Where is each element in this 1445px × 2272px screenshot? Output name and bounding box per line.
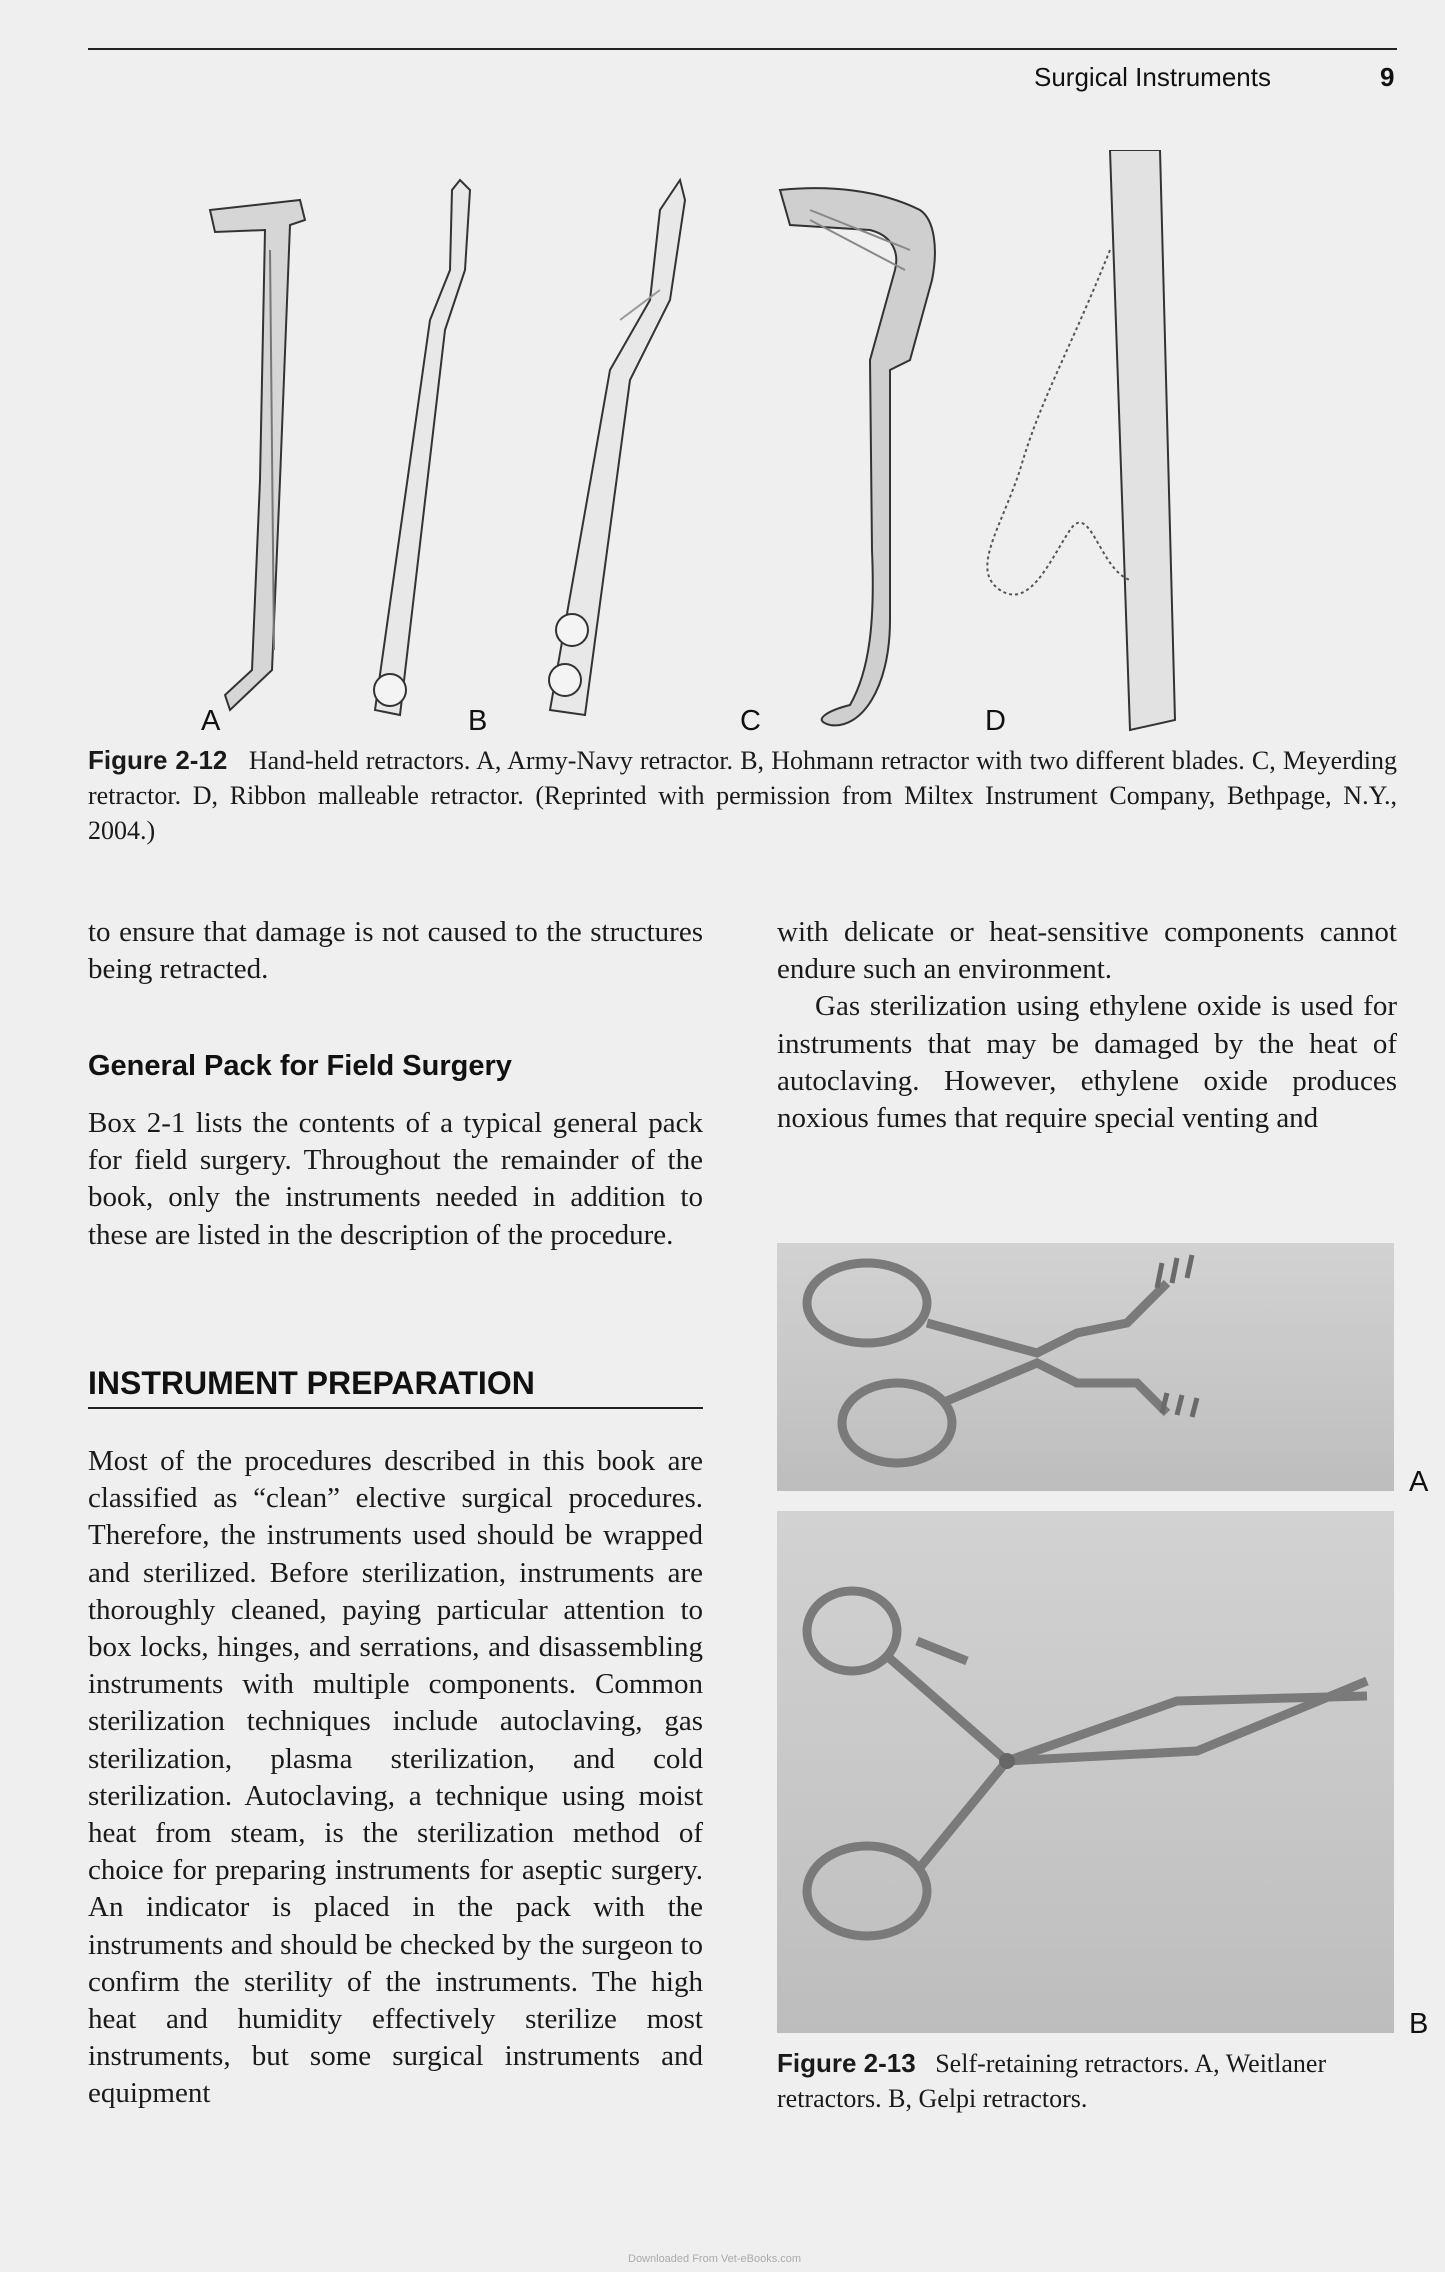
figure-2-13-caption-text: Self-retaining retractors. A, Weitlaner retractors. B, Gelpi retractors. [777,2049,1327,2113]
figure-2-12-label-c: C [740,705,761,737]
paragraph: to ensure that damage is not caused to the structures being retracted. [88,916,703,986]
left-column-box-paragraph [88,1105,703,1254]
heading-instrument-preparation: INSTRUMENT PREPARATION [88,1365,535,1401]
figure-2-13-caption-label: Figure 2-13 [777,2048,916,2078]
figure-2-12-label-b: B [468,705,488,737]
figure-2-13-label-b: B [1409,2008,1429,2040]
figure-2-12-caption [88,743,1397,848]
left-column-prep-paragraph [88,1443,703,2113]
running-header-title: Surgical Instruments [1034,62,1271,92]
paragraph: with delicate or heat-sensitive components cannot endure such an environment. [777,916,1397,986]
paragraph: Gas sterilization using ethylene oxide is used for instruments that may be damaged by the heat of autoclaving. However, ethylene oxide produces noxious fumes that require special venting and [777,990,1397,1135]
ribbon-malleable-retractor-image [987,150,1175,730]
gelpi-retractor-image [777,1511,1394,2033]
right-column-continued-paragraph [777,914,1397,1137]
page-number: 9 [1380,62,1395,92]
paragraph: Box 2-1 lists the contents of a typical general pack for field surgery. Throughout the remainder of the book, only the instruments needed in addition to these are listed in the description of the procedure. [88,1107,703,1251]
gelpi-retractor-photo [777,1511,1394,2033]
header-rule [88,48,1397,50]
heading-underline [88,1407,703,1409]
download-watermark: Downloaded From Vet-eBooks.com [628,2253,802,2265]
figure-2-12-caption-text: Hand-held retractors. A, Army-Navy retractor. B, Hohmann retractor with two different blades. C, Meyerding retractor. D, Ribbon malleable retractor. (Reprinted with permission from Miltex Instrument Company, Bethpage, N.Y., 2004.) [88,746,1397,845]
figure-2-12-caption-label: Figure 2-12 [88,745,228,775]
heading-general-pack: General Pack for Field Surgery [88,1050,512,1082]
figure-2-13-caption [777,2046,1394,2116]
figure-2-12-label-d: D [985,705,1006,737]
figure-2-13-label-a: A [1409,1466,1429,1498]
hohmann-retractor-image [374,180,685,715]
weitlaner-retractor-image [777,1243,1394,1491]
meyerding-retractor-image [780,188,935,725]
left-column-continued-paragraph [88,914,703,988]
figure-2-12-illustration [190,150,1290,750]
figure-2-12-label-a: A [201,705,221,737]
army-navy-retractor-image [210,200,305,710]
paragraph: Most of the procedures described in this book are classified as “clean” elective surgical procedures. Therefore, the instruments used should be wrapped and sterilized. Before sterilization, instruments are thoroughly cleaned, paying particular attention to box locks, hinges, and serrations, and disassembling instruments with multiple components. Common sterilization techniques include autoclaving, gas sterilization, plasma sterilization, and cold sterilization. Autoclaving, a technique using moist heat from steam, is the sterilization method of choice for preparing instruments for aseptic surgery. An indicator is placed in the pack with the instruments and should be checked by the surgeon to confirm the sterility of the instruments. The high heat and humidity effectively sterilize most instruments, but some surgical instruments and equipment [88,1445,703,2110]
weitlaner-retractor-photo [777,1243,1394,1491]
